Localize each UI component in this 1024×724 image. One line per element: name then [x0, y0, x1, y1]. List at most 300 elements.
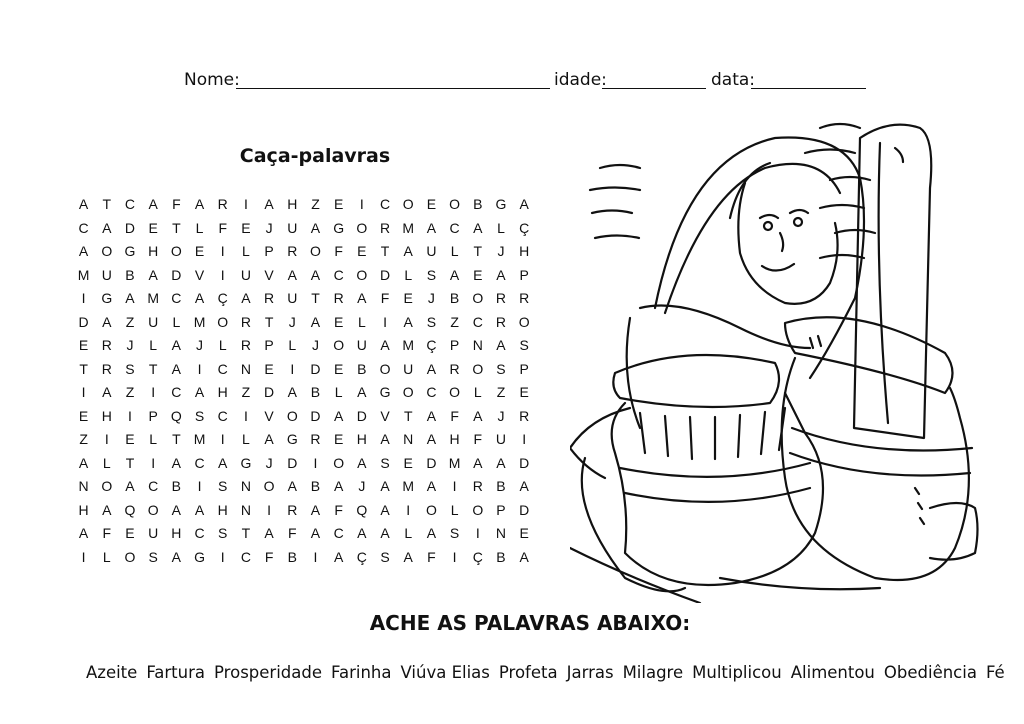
grid-letter[interactable]: H: [101, 407, 112, 424]
grid-letter[interactable]: J: [311, 337, 319, 353]
grid-letter[interactable]: A: [426, 525, 437, 541]
grid-letter[interactable]: O: [124, 548, 136, 565]
grid-letter[interactable]: A: [102, 501, 112, 518]
grid-letter[interactable]: A: [125, 290, 135, 306]
grid-letter[interactable]: A: [426, 360, 437, 377]
grid-letter[interactable]: I: [243, 407, 248, 424]
grid-letter[interactable]: A: [287, 478, 297, 494]
grid-letter[interactable]: D: [426, 454, 437, 471]
grid-letter[interactable]: A: [357, 290, 367, 306]
grid-letter[interactable]: A: [102, 384, 112, 400]
grid-letter[interactable]: C: [194, 454, 205, 471]
grid-letter[interactable]: U: [426, 243, 437, 259]
grid-letter[interactable]: A: [403, 313, 413, 330]
grid-letter[interactable]: T: [79, 360, 88, 377]
grid-letter[interactable]: O: [310, 243, 321, 259]
grid-letter[interactable]: D: [519, 501, 530, 518]
grid-letter[interactable]: C: [194, 525, 205, 541]
grid-letter[interactable]: I: [220, 548, 225, 565]
grid-letter[interactable]: F: [172, 196, 181, 212]
grid-letter[interactable]: A: [380, 525, 390, 541]
grid-letter[interactable]: A: [403, 243, 413, 259]
grid-letter[interactable]: O: [333, 454, 345, 471]
grid-letter[interactable]: L: [149, 431, 158, 447]
grid-letter[interactable]: I: [452, 478, 457, 494]
grid-letter[interactable]: A: [171, 337, 182, 353]
grid-letter[interactable]: L: [102, 454, 111, 471]
grid-letter[interactable]: R: [101, 337, 112, 353]
grid-letter[interactable]: O: [170, 243, 182, 259]
grid-letter[interactable]: R: [217, 196, 228, 212]
grid-letter[interactable]: L: [404, 525, 413, 541]
grid-letter[interactable]: U: [356, 337, 367, 353]
grid-letter[interactable]: C: [124, 196, 136, 212]
grid-letter[interactable]: T: [473, 243, 483, 259]
grid-letter[interactable]: A: [310, 525, 321, 541]
grid-letter[interactable]: R: [333, 290, 344, 306]
grid-letter[interactable]: J: [497, 243, 505, 259]
grid-letter[interactable]: R: [519, 407, 530, 424]
grid-letter[interactable]: T: [380, 243, 390, 259]
grid-letter[interactable]: U: [101, 266, 112, 283]
grid-letter[interactable]: Ç: [217, 290, 228, 306]
grid-letter[interactable]: I: [197, 360, 202, 377]
grid-letter[interactable]: G: [124, 243, 136, 259]
grid-letter[interactable]: S: [380, 548, 390, 565]
grid-letter[interactable]: A: [357, 454, 367, 471]
grid-letter[interactable]: L: [357, 313, 366, 330]
grid-letter[interactable]: Z: [450, 313, 459, 330]
grid-letter[interactable]: A: [473, 454, 483, 471]
grid-letter[interactable]: E: [403, 454, 413, 471]
grid-letter[interactable]: H: [449, 431, 460, 447]
grid-letter[interactable]: O: [472, 360, 484, 377]
grid-letter[interactable]: A: [357, 525, 367, 541]
grid-letter[interactable]: I: [383, 313, 387, 330]
grid-letter[interactable]: M: [193, 313, 206, 330]
grid-letter[interactable]: Ç: [356, 548, 367, 565]
grid-letter[interactable]: A: [519, 548, 529, 565]
grid-letter[interactable]: Q: [356, 501, 368, 518]
grid-letter[interactable]: A: [287, 266, 297, 283]
grid-letter[interactable]: A: [426, 431, 437, 447]
grid-letter[interactable]: O: [379, 360, 391, 377]
grid-letter[interactable]: R: [240, 337, 251, 353]
grid-letter[interactable]: Z: [311, 196, 320, 212]
grid-letter[interactable]: A: [357, 384, 367, 400]
grid-letter[interactable]: A: [287, 384, 297, 400]
grid-letter[interactable]: I: [220, 243, 225, 259]
grid-letter[interactable]: R: [379, 219, 391, 236]
grid-letter[interactable]: Z: [241, 384, 251, 400]
grid-letter[interactable]: G: [101, 290, 113, 306]
grid-letter[interactable]: L: [288, 337, 297, 353]
grid-letter[interactable]: J: [196, 337, 204, 353]
grid-letter[interactable]: D: [519, 454, 530, 471]
grid-letter[interactable]: Z: [125, 384, 135, 400]
grid-letter[interactable]: O: [425, 501, 437, 518]
grid-letter[interactable]: B: [496, 478, 506, 494]
grid-letter[interactable]: I: [104, 431, 109, 447]
grid-letter[interactable]: C: [472, 313, 483, 330]
grid-letter[interactable]: B: [171, 478, 182, 494]
grid-letter[interactable]: I: [81, 548, 86, 565]
grid-letter[interactable]: T: [264, 313, 274, 330]
grid-letter[interactable]: S: [194, 407, 205, 424]
grid-letter[interactable]: L: [149, 337, 158, 353]
grid-letter[interactable]: P: [519, 266, 529, 283]
grid-letter[interactable]: M: [193, 431, 206, 447]
grid-letter[interactable]: P: [264, 243, 274, 259]
grid-letter[interactable]: Ç: [472, 548, 483, 565]
grid-letter[interactable]: I: [243, 196, 248, 212]
grid-letter[interactable]: A: [519, 196, 529, 212]
grid-letter[interactable]: A: [310, 501, 321, 518]
grid-letter[interactable]: E: [125, 431, 135, 447]
grid-letter[interactable]: A: [264, 431, 274, 447]
grid-letter[interactable]: A: [380, 501, 390, 518]
grid-letter[interactable]: E: [264, 360, 274, 377]
grid-letter[interactable]: O: [147, 501, 159, 518]
grid-letter[interactable]: O: [101, 243, 113, 259]
grid-letter[interactable]: T: [241, 525, 251, 541]
grid-letter[interactable]: L: [497, 219, 505, 236]
grid-letter[interactable]: S: [148, 548, 158, 565]
grid-letter[interactable]: R: [495, 313, 507, 330]
grid-letter[interactable]: O: [217, 313, 229, 330]
grid-letter[interactable]: L: [450, 243, 459, 259]
grid-letter[interactable]: T: [148, 360, 158, 377]
grid-letter[interactable]: L: [172, 313, 181, 330]
grid-letter[interactable]: I: [313, 548, 318, 565]
grid-letter[interactable]: E: [519, 525, 529, 541]
grid-letter[interactable]: E: [403, 290, 413, 306]
grid-letter[interactable]: L: [218, 337, 227, 353]
grid-letter[interactable]: N: [472, 337, 483, 353]
grid-letter[interactable]: A: [171, 360, 182, 377]
grid-letter[interactable]: V: [380, 407, 390, 424]
grid-letter[interactable]: B: [449, 290, 460, 306]
grid-letter[interactable]: O: [333, 337, 345, 353]
grid-letter[interactable]: U: [403, 360, 414, 377]
grid-letter[interactable]: E: [125, 525, 135, 541]
grid-letter[interactable]: L: [242, 431, 250, 447]
grid-letter[interactable]: I: [151, 454, 156, 471]
grid-letter[interactable]: T: [172, 219, 181, 236]
grid-letter[interactable]: C: [171, 290, 182, 306]
grid-letter[interactable]: F: [218, 219, 227, 236]
grid-letter[interactable]: G: [333, 219, 345, 236]
grid-letter[interactable]: I: [406, 501, 411, 518]
grid-letter[interactable]: N: [495, 525, 507, 541]
grid-letter[interactable]: F: [264, 548, 274, 565]
grid-letter[interactable]: D: [379, 266, 391, 283]
grid-letter[interactable]: A: [473, 219, 483, 236]
grid-letter[interactable]: D: [124, 219, 136, 236]
grid-letter[interactable]: T: [172, 431, 181, 447]
grid-letter[interactable]: O: [356, 266, 368, 283]
grid-letter[interactable]: A: [264, 525, 274, 541]
grid-letter[interactable]: H: [171, 525, 182, 541]
grid-letter[interactable]: C: [240, 548, 251, 565]
grid-letter[interactable]: U: [148, 525, 159, 541]
grid-letter[interactable]: A: [171, 548, 182, 565]
grid-letter[interactable]: R: [101, 360, 112, 377]
grid-letter[interactable]: T: [403, 407, 413, 424]
grid-letter[interactable]: V: [194, 266, 205, 283]
grid-letter[interactable]: I: [81, 290, 86, 306]
grid-letter[interactable]: B: [496, 548, 506, 565]
grid-letter[interactable]: U: [148, 313, 159, 330]
grid-letter[interactable]: I: [475, 525, 480, 541]
grid-letter[interactable]: O: [518, 313, 530, 330]
grid-letter[interactable]: D: [310, 360, 321, 377]
grid-letter[interactable]: A: [496, 454, 506, 471]
grid-letter[interactable]: A: [380, 478, 390, 494]
grid-letter[interactable]: N: [403, 431, 414, 447]
grid-letter[interactable]: R: [519, 290, 530, 306]
grid-letter[interactable]: A: [426, 219, 437, 236]
grid-letter[interactable]: B: [310, 384, 321, 400]
grid-letter[interactable]: E: [333, 196, 344, 212]
grid-letter[interactable]: R: [495, 290, 507, 306]
grid-letter[interactable]: E: [519, 384, 529, 400]
grid-letter[interactable]: A: [426, 478, 437, 494]
grid-letter[interactable]: M: [402, 478, 415, 494]
grid-letter[interactable]: E: [333, 360, 344, 377]
grid-letter[interactable]: D: [171, 266, 182, 283]
grid-letter[interactable]: P: [264, 337, 274, 353]
grid-letter[interactable]: H: [78, 501, 89, 518]
grid-letter[interactable]: S: [218, 478, 228, 494]
grid-letter[interactable]: G: [194, 548, 205, 565]
grid-letter[interactable]: G: [379, 384, 391, 400]
grid-letter[interactable]: M: [147, 290, 159, 306]
grid-letter[interactable]: A: [380, 337, 390, 353]
grid-letter[interactable]: S: [426, 313, 437, 330]
grid-letter[interactable]: S: [380, 454, 390, 471]
grid-letter[interactable]: A: [194, 384, 205, 400]
grid-letter[interactable]: A: [194, 501, 205, 518]
grid-letter[interactable]: S: [519, 337, 529, 353]
grid-letter[interactable]: C: [449, 219, 460, 236]
grid-letter[interactable]: A: [519, 478, 529, 494]
grid-letter[interactable]: E: [333, 431, 344, 447]
grid-letter[interactable]: R: [264, 290, 275, 306]
grid-letter[interactable]: C: [217, 407, 228, 424]
grid-letter[interactable]: S: [125, 360, 135, 377]
grid-letter[interactable]: M: [448, 454, 461, 471]
grid-letter[interactable]: S: [218, 525, 228, 541]
grid-letter[interactable]: J: [265, 454, 273, 471]
grid-letter[interactable]: L: [334, 384, 343, 400]
grid-letter[interactable]: J: [126, 337, 134, 353]
grid-letter[interactable]: F: [102, 525, 112, 541]
grid-letter[interactable]: R: [287, 243, 298, 259]
grid-letter[interactable]: R: [310, 431, 321, 447]
grid-letter[interactable]: A: [380, 431, 390, 447]
grid-letter[interactable]: A: [333, 548, 344, 565]
grid-letter[interactable]: D: [264, 384, 275, 400]
grid-letter[interactable]: E: [333, 313, 344, 330]
grid-letter[interactable]: D: [310, 407, 321, 424]
grid-letter[interactable]: Z: [125, 313, 135, 330]
grid-letter[interactable]: A: [171, 501, 182, 518]
grid-letter[interactable]: J: [288, 313, 296, 330]
grid-letter[interactable]: A: [125, 478, 135, 494]
grid-letter[interactable]: I: [220, 431, 225, 447]
grid-letter[interactable]: O: [449, 196, 461, 212]
grid-letter[interactable]: J: [427, 290, 435, 306]
grid-letter[interactable]: L: [242, 243, 250, 259]
grid-letter[interactable]: O: [402, 384, 414, 400]
grid-letter[interactable]: E: [473, 266, 483, 283]
grid-letter[interactable]: A: [333, 407, 344, 424]
grid-letter[interactable]: I: [290, 360, 295, 377]
grid-letter[interactable]: E: [241, 219, 251, 236]
grid-letter[interactable]: R: [472, 478, 483, 494]
grid-letter[interactable]: O: [402, 196, 414, 212]
grid-letter[interactable]: U: [287, 290, 298, 306]
grid-letter[interactable]: C: [78, 219, 89, 236]
grid-letter[interactable]: Z: [79, 431, 88, 447]
grid-letter[interactable]: A: [403, 548, 413, 565]
grid-letter[interactable]: C: [333, 266, 344, 283]
grid-letter[interactable]: A: [102, 313, 112, 330]
grid-letter[interactable]: U: [240, 266, 251, 283]
grid-letter[interactable]: Q: [170, 407, 182, 424]
grid-letter[interactable]: Ç: [519, 219, 530, 236]
grid-letter[interactable]: A: [78, 243, 89, 259]
grid-letter[interactable]: H: [217, 384, 228, 400]
grid-letter[interactable]: I: [81, 384, 86, 400]
grid-letter[interactable]: M: [402, 219, 415, 236]
grid-letter[interactable]: F: [473, 431, 483, 447]
grid-letter[interactable]: N: [240, 501, 251, 518]
grid-letter[interactable]: G: [495, 196, 507, 212]
grid-letter[interactable]: E: [148, 219, 158, 236]
grid-letter[interactable]: E: [78, 407, 89, 424]
grid-letter[interactable]: I: [267, 501, 272, 518]
grid-letter[interactable]: E: [426, 196, 437, 212]
grid-letter[interactable]: O: [356, 219, 368, 236]
grid-letter[interactable]: S: [426, 266, 437, 283]
grid-letter[interactable]: L: [404, 266, 413, 283]
grid-letter[interactable]: A: [496, 266, 506, 283]
grid-letter[interactable]: A: [218, 454, 228, 471]
grid-letter[interactable]: C: [217, 360, 228, 377]
grid-letter[interactable]: R: [449, 360, 460, 377]
grid-letter[interactable]: A: [78, 196, 89, 212]
grid-letter[interactable]: M: [402, 337, 415, 353]
grid-letter[interactable]: I: [522, 431, 527, 447]
grid-letter[interactable]: H: [356, 431, 367, 447]
grid-letter[interactable]: J: [265, 219, 273, 236]
grid-letter[interactable]: D: [356, 407, 367, 424]
nome-line[interactable]: [236, 88, 550, 89]
grid-letter[interactable]: A: [333, 478, 344, 494]
grid-letter[interactable]: V: [264, 266, 274, 283]
grid-letter[interactable]: H: [287, 196, 298, 212]
grid-letter[interactable]: C: [426, 384, 437, 400]
grid-letter[interactable]: E: [357, 243, 367, 259]
grid-letter[interactable]: R: [240, 313, 251, 330]
grid-letter[interactable]: N: [240, 360, 251, 377]
grid-letter[interactable]: A: [241, 290, 251, 306]
grid-letter[interactable]: B: [310, 478, 321, 494]
grid-letter[interactable]: I: [197, 478, 202, 494]
grid-letter[interactable]: O: [101, 478, 113, 494]
grid-letter[interactable]: N: [78, 478, 89, 494]
grid-letter[interactable]: A: [264, 196, 274, 212]
grid-letter[interactable]: A: [194, 196, 205, 212]
grid-letter[interactable]: P: [449, 337, 460, 353]
grid-letter[interactable]: I: [452, 548, 457, 565]
grid-letter[interactable]: H: [519, 243, 530, 259]
grid-letter[interactable]: G: [240, 454, 252, 471]
grid-letter[interactable]: A: [171, 454, 182, 471]
grid-letter[interactable]: A: [78, 454, 89, 471]
grid-letter[interactable]: P: [519, 360, 529, 377]
grid-letter[interactable]: L: [195, 219, 204, 236]
grid-letter[interactable]: Z: [496, 384, 506, 400]
grid-letter[interactable]: A: [194, 290, 205, 306]
grid-letter[interactable]: A: [78, 525, 89, 541]
grid-letter[interactable]: H: [148, 243, 159, 259]
grid-letter[interactable]: I: [359, 196, 364, 212]
grid-letter[interactable]: D: [78, 313, 89, 330]
grid-letter[interactable]: H: [217, 501, 228, 518]
grid-letter[interactable]: F: [380, 290, 390, 306]
grid-letter[interactable]: F: [450, 407, 459, 424]
grid-letter[interactable]: T: [125, 454, 135, 471]
grid-letter[interactable]: L: [450, 501, 459, 518]
grid-letter[interactable]: L: [102, 548, 111, 565]
grid-letter[interactable]: I: [128, 407, 132, 424]
grid-letter[interactable]: J: [497, 407, 505, 424]
grid-letter[interactable]: E: [194, 243, 205, 259]
grid-letter[interactable]: R: [287, 501, 298, 518]
grid-letter[interactable]: Q: [124, 501, 136, 518]
grid-letter[interactable]: A: [148, 266, 158, 283]
grid-letter[interactable]: O: [472, 290, 484, 306]
grid-letter[interactable]: O: [449, 384, 461, 400]
grid-letter[interactable]: G: [286, 431, 298, 447]
grid-letter[interactable]: A: [310, 266, 321, 283]
grid-letter[interactable]: S: [449, 525, 460, 541]
grid-letter[interactable]: O: [263, 478, 275, 494]
grid-letter[interactable]: I: [151, 384, 156, 400]
grid-letter[interactable]: C: [333, 525, 344, 541]
grid-letter[interactable]: U: [287, 219, 298, 236]
grid-letter[interactable]: B: [473, 196, 483, 212]
grid-letter[interactable]: S: [496, 360, 506, 377]
grid-letter[interactable]: A: [102, 219, 112, 236]
grid-letter[interactable]: P: [496, 501, 506, 518]
grid-letter[interactable]: U: [495, 431, 507, 447]
grid-letter[interactable]: T: [102, 196, 112, 212]
grid-letter[interactable]: I: [313, 454, 318, 471]
grid-letter[interactable]: A: [449, 266, 460, 283]
grid-letter[interactable]: F: [427, 548, 436, 565]
grid-letter[interactable]: D: [287, 454, 298, 471]
grid-letter[interactable]: T: [311, 290, 320, 306]
grid-letter[interactable]: I: [220, 266, 225, 283]
grid-letter[interactable]: M: [77, 266, 90, 283]
grid-letter[interactable]: A: [310, 313, 321, 330]
grid-letter[interactable]: B: [125, 266, 135, 283]
grid-letter[interactable]: L: [473, 384, 482, 400]
